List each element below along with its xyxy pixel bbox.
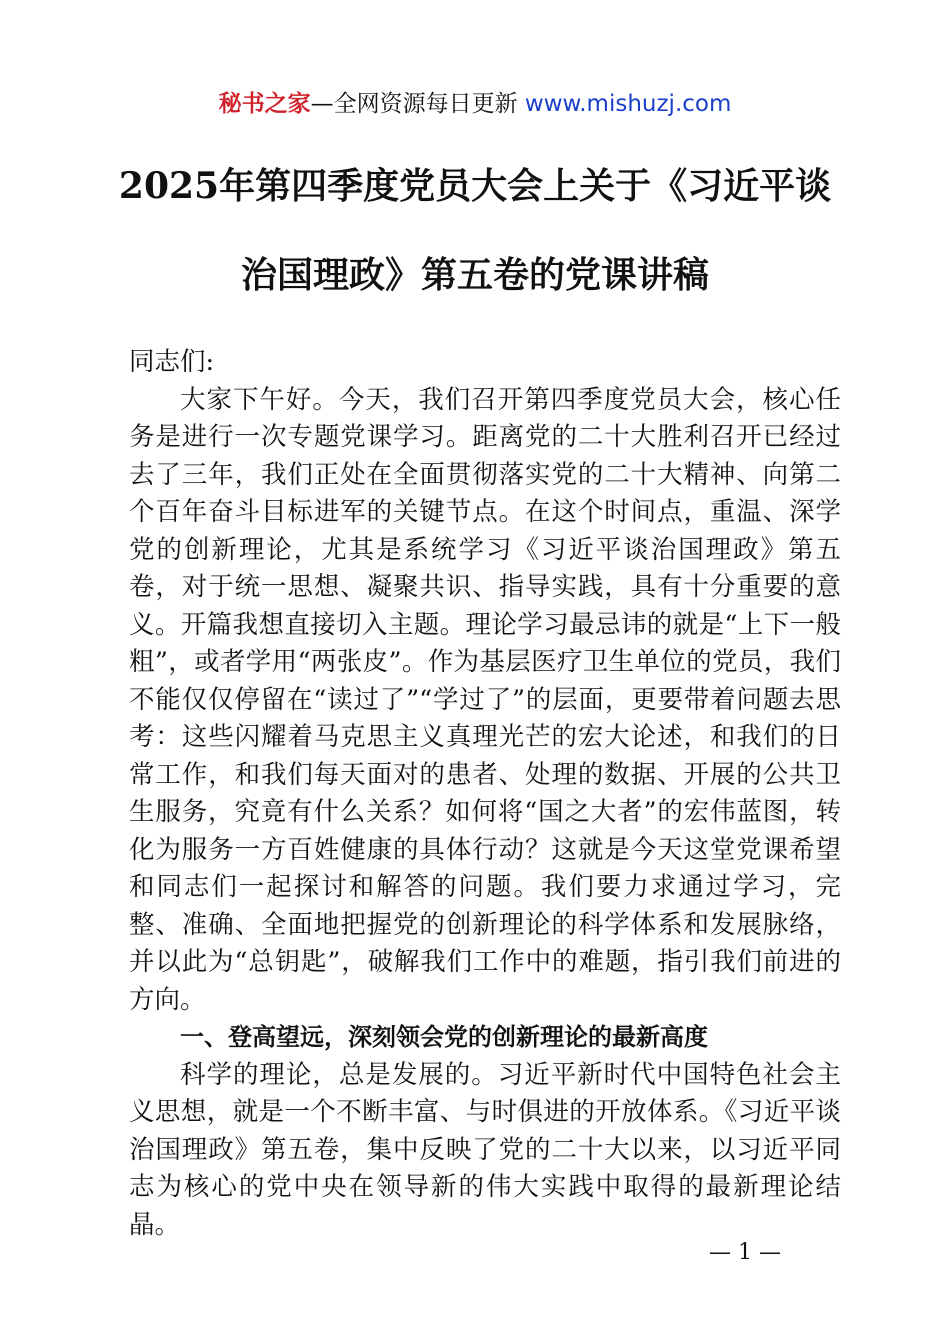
- page-number: — 1 —: [709, 1240, 781, 1265]
- body-paragraph: 大家下午好。今天，我们召开第四季度党员大会，核心任务是进行一次专题党课学习。距离党的二十大胜利召开已经过去了三年，我们正处在全面贯彻落实党的二十大精神、向第二个百年奋斗目标进军的关键节点。在这个时间点，重温、深学党的创新理论，尤其是系统学习《习近平谈治国理政》第五卷，对于统一思想、凝聚共识、指导实践，具有十分重要的意义。开篇我想直接切入主题。理论学习最忌讳的就是“上下一般粗”，或者学用“两张皮”。作为基层医疗卫生单位的党员，我们不能仅仅停留在“读过了”“学过了”的层面，更要带着问题去思考：这些闪耀着马克思主义真理光芒的宏大论述，和我们的日常工作，和我们每天面对的患者、处理的数据、开展的公共卫生服务，究竟有什么关系？如何将“国之大者”的宏伟蓝图，转化为服务一方百姓健康的具体行动？这就是今天这堂党课希望和同志们一起探讨和解答的问题。我们要力求通过学习，完整、准确、全面地把握党的创新理论的科学体系和发展脉络，并以此为“总钥匙”，破解我们工作中的难题，指引我们前进的方向。: [129, 384, 841, 1015]
- site-banner: [0, 86, 950, 122]
- site-url[interactable]: www.mishuzj.com: [524, 91, 732, 117]
- brand-name: 秘书之家: [218, 91, 311, 117]
- salutation: 同志们:: [129, 347, 215, 377]
- document-body: [129, 344, 841, 1244]
- section-heading: 一、登高望远，深刻领会党的创新理论的最新高度: [180, 1023, 708, 1051]
- document-title-line-1: 2025年第四季度党员大会上关于《习近平谈: [118, 165, 832, 207]
- body-paragraph: 科学的理论，总是发展的。习近平新时代中国特色社会主义思想，就是一个不断丰富、与时俱进的开放体系。《习近平谈治国理政》第五卷，集中反映了党的二十大以来，以习近平同志为核心的党中央在领导新的伟大实践中取得的最新理论结晶。: [129, 1059, 841, 1240]
- banner-tagline: —全网资源每日更新: [310, 91, 518, 117]
- document-title-line-2: 治国理政》第五卷的党课讲稿: [240, 254, 709, 296]
